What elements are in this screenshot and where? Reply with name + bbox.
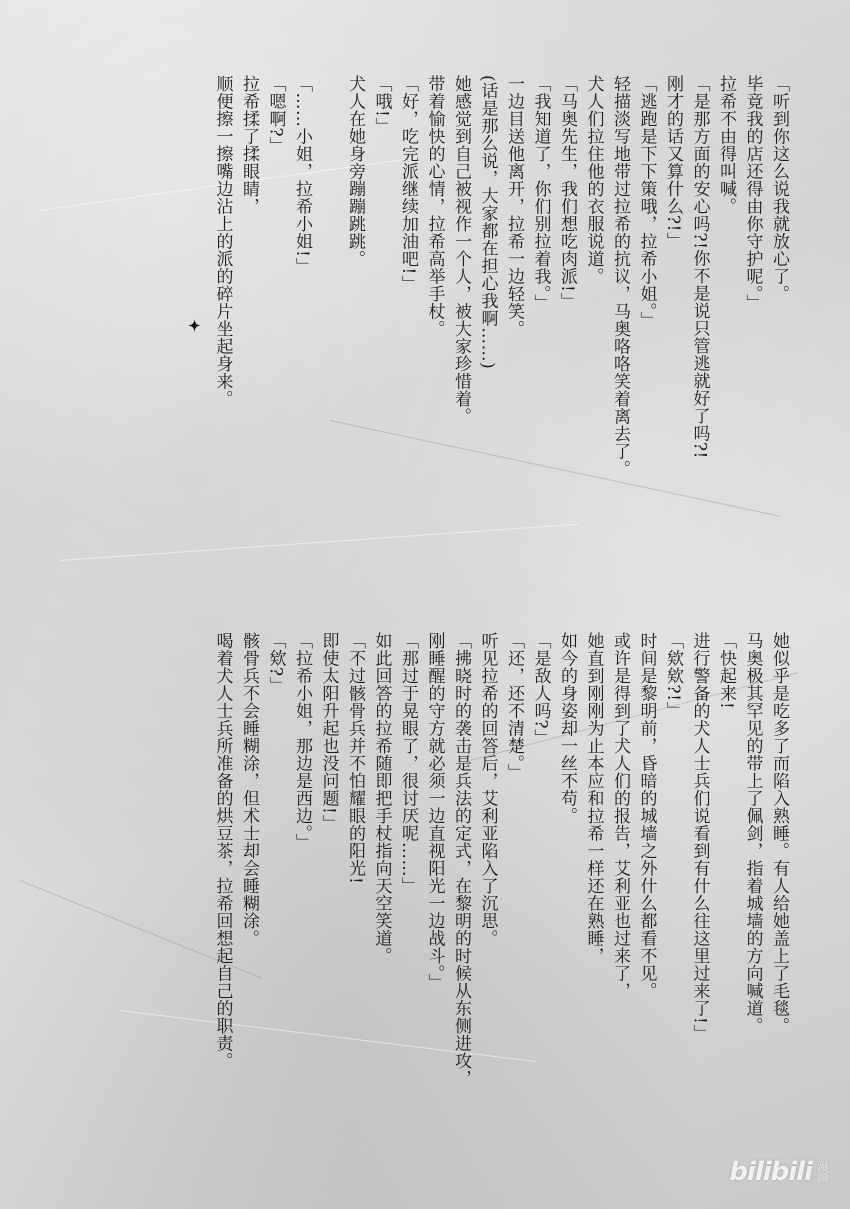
text-line: 「拉希小姐，那边是西边。」 [292, 632, 312, 851]
text-line: 听见拉希的回答后，艾利亚陷入了沉思。 [477, 632, 498, 947]
watermark-label: 漫画 [816, 1161, 829, 1183]
text-line: 顺便擦一擦嘴边沾上的派的碎片坐起身来。 [212, 75, 233, 408]
text-line: 她似乎是吃多了而陷入熟睡。有人给她盖上了毛毯。 [769, 632, 789, 1035]
text-line: 「快起来! [716, 632, 736, 710]
text-line: 骸骨兵不会睡糊涂，但术士却会睡糊涂。 [239, 632, 259, 947]
text-line: (话是那么说，大家都在担心我啊……) [477, 75, 498, 370]
text-line: 「那过于晃眼了，很讨厌呢……」 [398, 632, 418, 895]
text-line: 犬人们拉住他的衣服说道。 [583, 75, 604, 285]
text-line: 「好，吃完派继续加油吧!」 [398, 75, 418, 293]
text-line: 毕竟我的店还得由你守护呢。」 [742, 75, 763, 312]
top-text-block [209, 75, 792, 555]
text-line: 即使太阳升起也没问题!」 [318, 632, 339, 832]
text-line: 「逃跑是下下策哦，拉希小姐。」 [636, 75, 657, 329]
text-line: 犬人在她身旁蹦蹦跳跳。 [345, 75, 365, 268]
text-line: 拉希揉了揉眼睛， [239, 75, 259, 215]
bilibili-comics-watermark [729, 1157, 828, 1187]
text-line: 她感觉到自己被视作一个人，被大家珍惜着。 [451, 75, 471, 425]
text-line: 进行警备的犬人士兵们说看到有什么往这里过来了!」 [689, 632, 710, 1042]
text-line: 「我知道了，你们别拉着我。」 [530, 75, 551, 312]
text-line: 如今的身姿却一丝不苟。 [557, 632, 577, 825]
text-line: 刚睡醒的守方就必须一边直视阳光一边战斗。」 [424, 632, 445, 991]
text-line: 「拂晓时的袭击是兵法的定式，在黎明的时候从东侧进攻， [451, 632, 471, 1087]
text-line: 「欸欸?!」 [663, 632, 683, 719]
text-line: 或许是得到了犬人们的报告，艾利亚也过来了， [610, 632, 630, 1000]
text-line [315, 75, 342, 555]
text-line: 「嗯啊?」 [265, 75, 286, 155]
text-line: 如此回答的拉希随即把手杖指向天空笑道。 [371, 632, 392, 965]
text-line: 时间是黎明前，昏暗的城墙之外什么都看不见。 [636, 632, 657, 1000]
text-line: 「是敌人吗?」 [530, 632, 551, 747]
text-line: 刚才的话又算什么?!」 [663, 75, 683, 250]
text-line: 「欸?」 [265, 632, 286, 695]
text-line: 「还，还不清楚。」 [504, 632, 524, 781]
text-line: 轻描淡写地带过拉希的抗议，马奥咯咯笑着离去了。 [610, 75, 630, 478]
watermark-logo: bilibili [729, 1157, 812, 1187]
text-line: 「听到你这么说我就放心了。 [769, 75, 789, 303]
bottom-text-block [209, 632, 792, 1152]
text-line: 一边目送他离开，拉希一边轻笑。 [504, 75, 524, 338]
text-line: 她直到刚刚为止本应和拉希一样还在熟睡， [583, 632, 604, 965]
text-line: 马奥极其罕见的带上了佩剑，指着城墙的方向喊道。 [742, 632, 763, 1035]
four-point-star-icon [188, 319, 201, 332]
text-line: 「……小姐，拉希小姐!」 [292, 75, 312, 275]
text-line: 「是那方面的安心吗?!你不是说只管逃就好了吗?! [689, 75, 710, 459]
text-line: 「哦!」 [371, 75, 392, 135]
text-line: 喝着犬人士兵所准备的烘豆茶，拉希回想起自己的职责。 [212, 632, 233, 1070]
text-line: 带着愉快的心情，拉希高举手杖。 [424, 75, 445, 338]
text-line: 拉希不由得叫喊。 [716, 75, 736, 215]
text-line: 「不过骸骨兵并不怕耀眼的阳光! [345, 632, 365, 885]
text-line: 「马奥先生，我们想吃肉派!」 [557, 75, 577, 310]
